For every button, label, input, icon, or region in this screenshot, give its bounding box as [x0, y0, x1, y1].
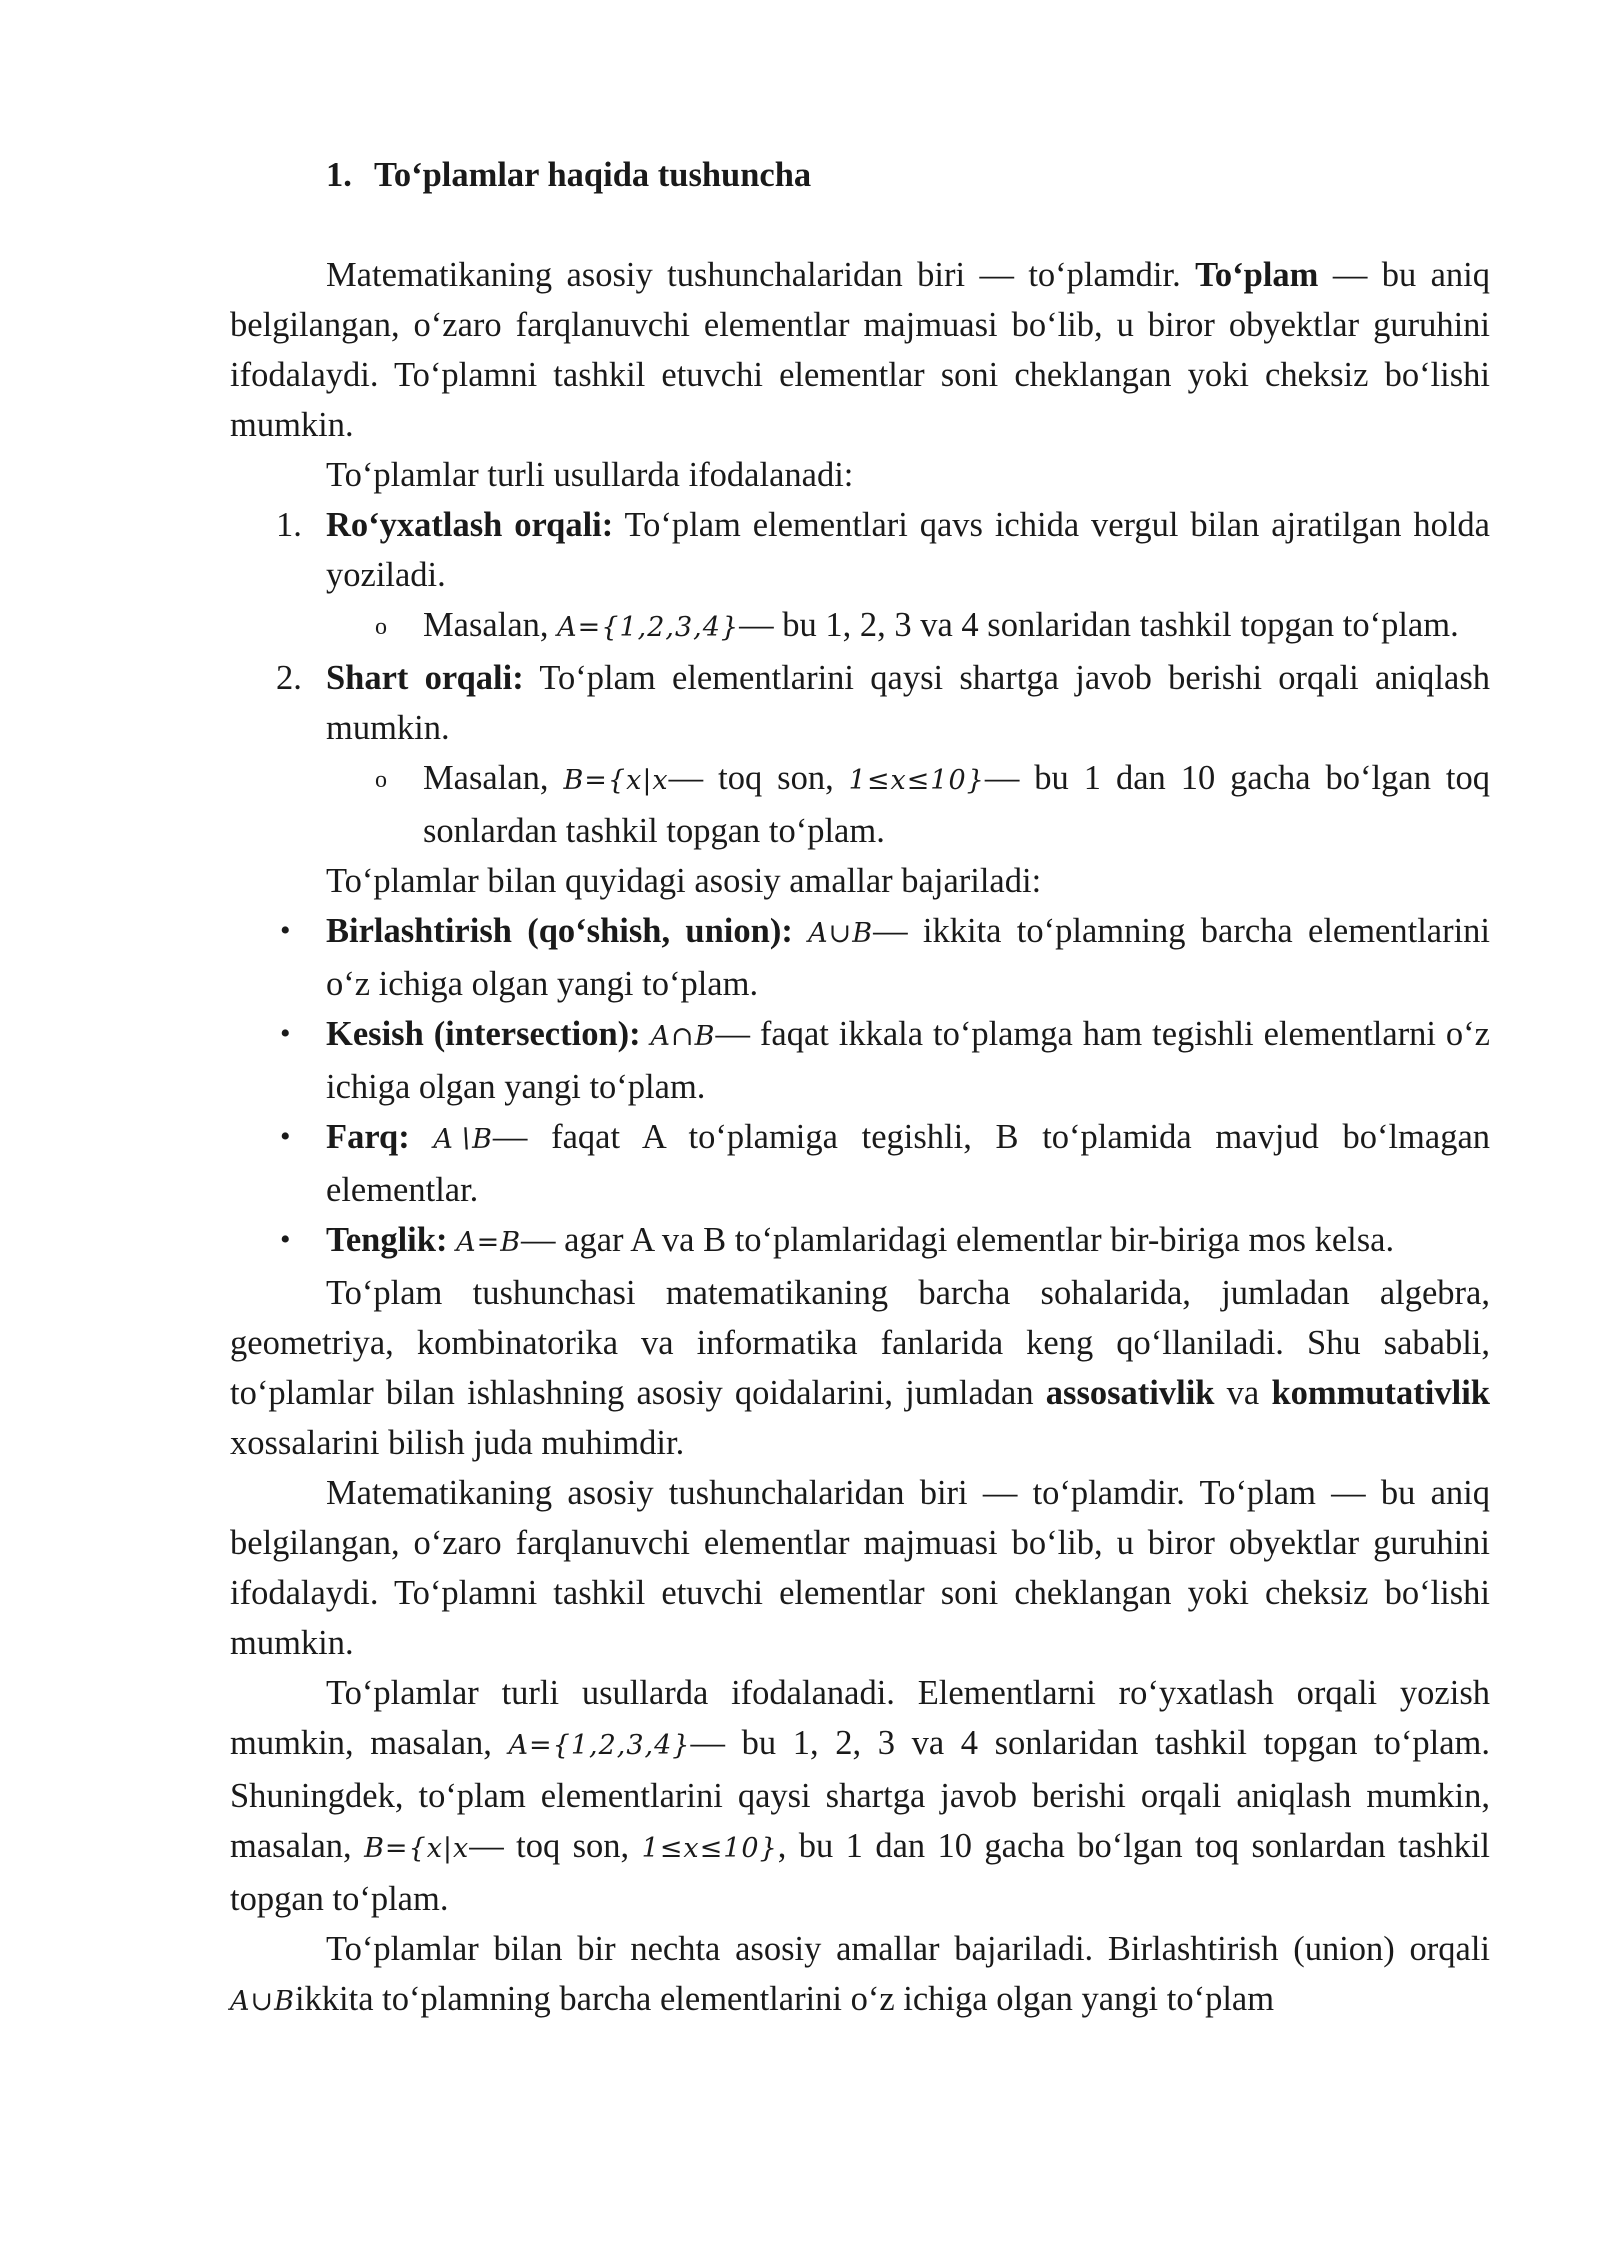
list-number: 1.: [276, 506, 302, 544]
operations-paragraph: [230, 1924, 1490, 2027]
operation-name: Farq:: [326, 1118, 410, 1156]
math-intersection: A∩B: [650, 1021, 716, 1052]
bullet: •: [280, 914, 291, 947]
term-toplam: To‘plam: [1195, 256, 1319, 294]
math-union: A∪B: [808, 918, 874, 949]
sub-list-item: [230, 600, 1490, 653]
list-item: [230, 1215, 1490, 1268]
sub-item-text: Masalan,: [423, 759, 564, 797]
section-number: 1.: [326, 156, 352, 194]
intro-text-2: — bu aniq belgilangan, o‘zaro farqlanuvchi elementlar majmuasi bo‘lib, u biror obyektlar guruhini ifodalaydi. To‘plamni tashkil etuvchi elementlar soni cheklangan yoki cheksiz bo‘lishi mumkin.: [230, 256, 1490, 444]
sub-bullet: o: [375, 614, 387, 640]
list-item-term: Ro‘yxatlash orqali:: [326, 506, 614, 544]
section-heading: [326, 150, 1490, 200]
applications-paragraph: [230, 1268, 1490, 1468]
list-item-text: To‘plam elementlari qavs ichida vergul bilan ajratilgan holda yoziladi.: [326, 506, 1490, 594]
list-item: [230, 906, 1490, 1009]
list-item-term: Shart orqali:: [326, 659, 524, 697]
list-item: [230, 653, 1490, 753]
sub-item-text: Masalan,: [423, 606, 558, 644]
sub-list-item: [230, 753, 1490, 856]
intro-text-1: Matematikaning asosiy tushunchalaridan biri — to‘plamdir.: [326, 256, 1196, 294]
methods-numbered-list: [230, 500, 1490, 856]
math-set-b: B={x|x: [364, 1833, 470, 1864]
math-equality: A=B: [456, 1227, 522, 1258]
math-union: A∪B: [230, 1986, 295, 2017]
methods-lead-paragraph: To‘plamlar turli usullarda ifodalanadi:: [326, 456, 854, 494]
section-title: To‘plamlar haqida tushuncha: [374, 156, 812, 194]
operations-bullet-list: [230, 906, 1490, 1268]
paragraph-text: To‘plam tushunchasi matematikaning barcha sohalarida, jumladan algebra, geometriya, kombinatorika va informatika fanlarida keng qo‘llaniladi. Shu sababli, to‘plamlar bilan ishlashning asosiy qoidalarini, jumladan: [230, 1274, 1490, 1412]
paragraph-text: xossalarini bilish juda muhimdir.: [230, 1424, 685, 1462]
list-item: [230, 500, 1490, 600]
paragraph-text: To‘plamlar bilan bir nechta asosiy amallar bajariladi. Birlashtirish (union) orqali: [326, 1930, 1490, 1968]
term-kommutativlik: kommutativlik: [1271, 1374, 1490, 1412]
bullet: •: [280, 1017, 291, 1050]
math-difference: A∖B: [433, 1124, 493, 1155]
term-assosativlik: assosativlik: [1045, 1374, 1215, 1412]
math-set-a: A={1,2,3,4}: [508, 1730, 691, 1761]
operation-name: Kesish (intersection):: [326, 1015, 641, 1053]
math-condition: 1≤x≤10}: [641, 1833, 778, 1864]
document-body: [230, 150, 1490, 2027]
operation-desc: — ikkita to‘plamning barcha elementlarini o‘z ichiga olgan yangi to‘plam.: [326, 912, 1491, 1003]
paragraph-text: va: [1214, 1374, 1272, 1412]
repeat-definition-paragraph: Matematikaning asosiy tushunchalaridan biri — to‘plamdir. To‘plam — bu aniq belgilangan, o‘zaro farqlanuvchi elementlar majmuasi bo‘lib, u biror obyektlar guruhini ifodalaydi. To‘plamni tashkil etuvchi elementlar soni cheklangan yoki cheksiz bo‘lishi mumkin.: [230, 1474, 1490, 1662]
operation-name: Birlashtirish (qo‘shish, union):: [326, 912, 793, 950]
bullet: •: [280, 1223, 291, 1256]
operation-desc: — faqat A to‘plamiga tegishli, B to‘plamida mavjud bo‘lmagan elementlar.: [326, 1118, 1491, 1209]
math-set-a: A={1,2,3,4}: [557, 612, 740, 643]
list-item-text: To‘plam elementlarini qaysi shartga javob berishi orqali aniqlash mumkin.: [326, 659, 1490, 747]
operations-lead-paragraph: To‘plamlar bilan quyidagi asosiy amallar bajariladi:: [326, 862, 1042, 900]
list-item: [230, 1112, 1490, 1215]
bullet: •: [280, 1120, 291, 1153]
paragraph-text: — toq son,: [469, 1827, 642, 1865]
list-number: 2.: [276, 659, 302, 697]
intro-paragraph: [230, 250, 1490, 450]
math-condition: 1≤x≤10}: [848, 765, 985, 796]
sub-item-text: — toq son,: [668, 759, 849, 797]
operation-desc: — agar A va B to‘plamlaridagi elementlar bir-biriga mos kelsa.: [521, 1221, 1395, 1259]
paragraph-text: ikkita to‘plamning barcha elementlarini o‘z ichiga olgan yangi to‘plam: [294, 1980, 1275, 2018]
paragraph-text: , bu 1 dan 10 gacha bo‘lgan toq sonlardan tashkil topgan to‘plam.: [230, 1827, 1490, 1918]
paragraph-text: — bu 1, 2, 3 va 4 sonlaridan tashkil topgan to‘plam. Shuningdek, to‘plam elementlarini qaysi shartga javob berishi orqali aniqlash mumkin, masalan,: [230, 1724, 1490, 1865]
operation-name: Tenglik:: [326, 1221, 448, 1259]
representation-paragraph: [230, 1668, 1490, 1924]
math-set-b: B={x|x: [563, 765, 669, 796]
paragraph-text: To‘plamlar turli usullarda ifodalanadi. Elementlarni ro‘yxatlash orqali yozish mumkin, masalan,: [230, 1674, 1490, 1762]
sub-item-text: — bu 1, 2, 3 va 4 sonlaridan tashkil topgan to‘plam.: [739, 606, 1459, 644]
sub-bullet: o: [375, 767, 387, 793]
operation-desc: — faqat ikkala to‘plamga ham tegishli elementlarni o‘z ichiga olgan yangi to‘plam.: [326, 1015, 1490, 1106]
sub-item-text: — bu 1 dan 10 gacha bo‘lgan toq sonlardan tashkil topgan to‘plam.: [423, 759, 1490, 850]
list-item: [230, 1009, 1490, 1112]
